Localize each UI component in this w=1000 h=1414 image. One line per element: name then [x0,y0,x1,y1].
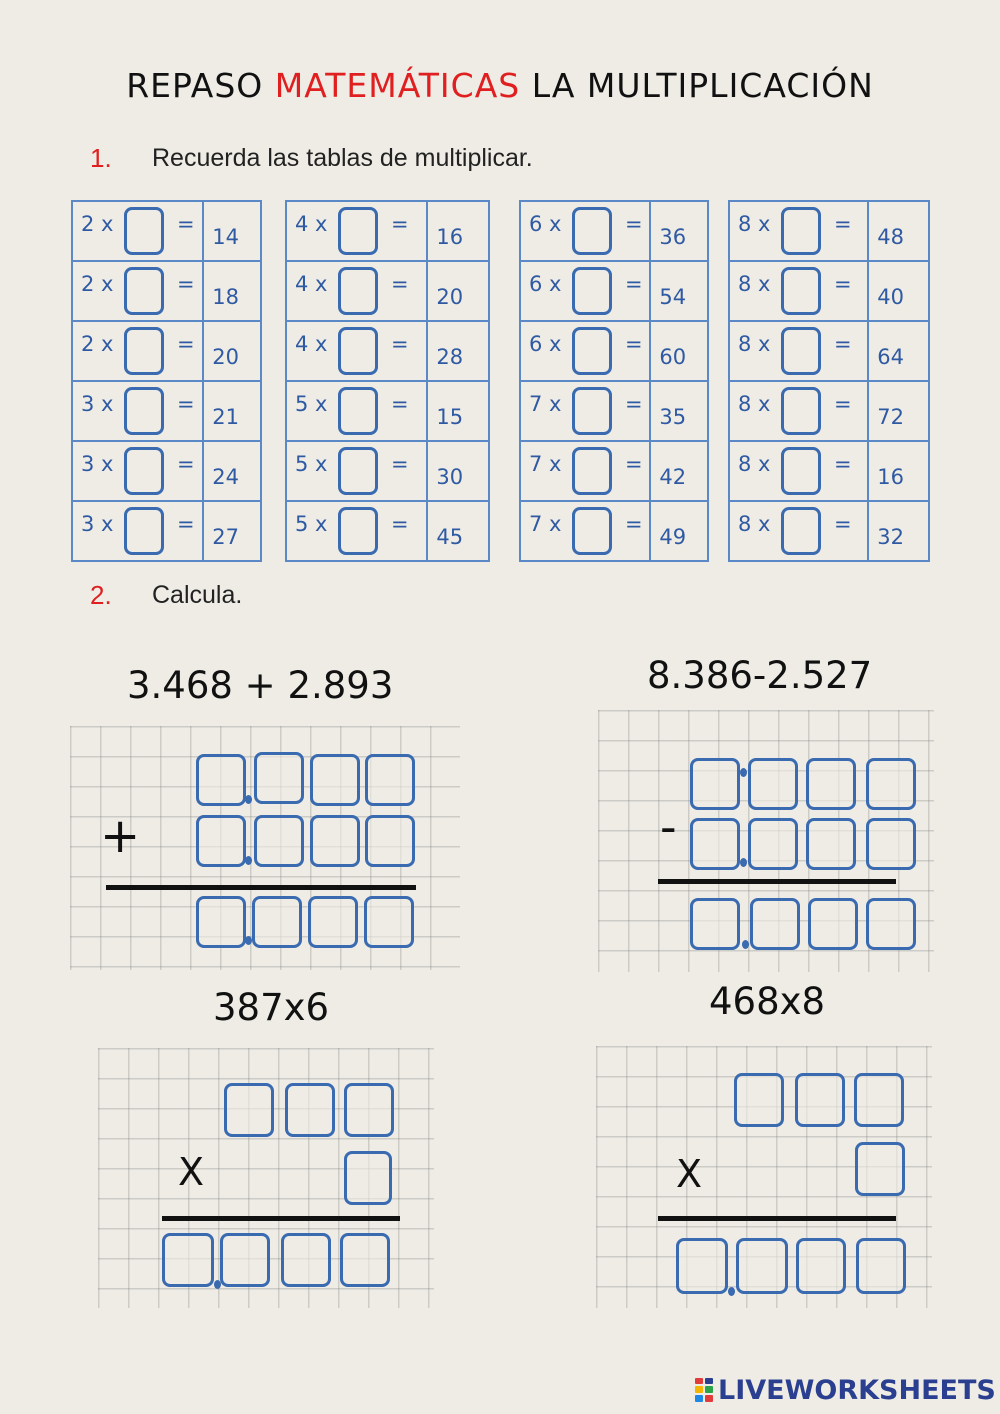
subtraction-line [658,879,896,884]
answer-input-box[interactable] [781,447,821,495]
factor-cell [72,261,203,321]
known-factor: 2 x [81,212,114,236]
factor-cell [72,501,203,561]
addition-line [106,885,416,890]
decimal-dot [245,795,252,804]
product-cell [427,441,489,501]
decimal-dot [214,1280,221,1289]
answer-input-box[interactable] [781,387,821,435]
known-factor: 7 x [529,512,562,536]
subtraction-digit-box[interactable] [806,758,856,810]
equals-sign: = [391,272,409,296]
answer-input-box[interactable] [338,267,378,315]
product-value: 14 [212,225,239,249]
factor-cell [729,261,868,321]
product-cell [650,501,708,561]
product-value: 20 [212,345,239,369]
decimal-dot [740,858,747,867]
answer-input-box[interactable] [338,507,378,555]
product-cell [650,201,708,261]
product-value: 72 [877,405,904,429]
title-part-3: LA MULTIPLICACIÓN [531,66,874,105]
addition-digit-box[interactable] [310,754,360,806]
equals-sign: = [625,332,643,356]
mult1-expression: 387x6 [213,986,330,1029]
known-factor: 8 x [738,452,771,476]
equals-sign: = [625,392,643,416]
factor-cell [72,321,203,381]
answer-input-box[interactable] [781,327,821,375]
known-factor: 8 x [738,332,771,356]
known-factor: 2 x [81,272,114,296]
equals-sign: = [625,452,643,476]
mult2-expression: 468x8 [709,980,826,1023]
title-part-2: MATEMÁTICAS [274,66,521,105]
mult1-multiplier-box[interactable] [344,1151,392,1205]
factor-cell [286,201,427,261]
product-value: 35 [659,405,687,429]
known-factor: 8 x [738,392,771,416]
logo-icon [694,1377,714,1403]
mult2-line [658,1216,896,1221]
mult1-result-box[interactable] [220,1233,270,1287]
answer-input-box[interactable] [124,207,164,255]
section-2-text: Calcula. [152,581,243,609]
factor-cell [286,501,427,561]
table-row [729,501,929,561]
equals-sign: = [391,452,409,476]
mult1-digit-box[interactable] [285,1083,335,1137]
minus-sign: - [660,800,677,854]
subtraction-result-box[interactable] [866,898,916,950]
product-cell [203,381,261,441]
factor-cell [520,381,650,441]
answer-input-box[interactable] [338,207,378,255]
equals-sign: = [834,512,852,536]
factor-cell [520,201,650,261]
table-row [286,261,489,321]
factor-cell [286,381,427,441]
addition-digit-box[interactable] [310,815,360,867]
product-cell [203,201,261,261]
decimal-dot [728,1287,735,1296]
product-cell [427,321,489,381]
decimal-dot [740,768,747,777]
table-row [72,441,261,501]
answer-input-box[interactable] [338,387,378,435]
equals-sign: = [391,392,409,416]
addition-result-box[interactable] [364,896,414,948]
addition-digit-box[interactable] [365,815,415,867]
product-value: 32 [877,525,904,549]
equals-sign: = [834,452,852,476]
mult1-result-box[interactable] [162,1233,214,1287]
table-row [286,381,489,441]
known-factor: 8 x [738,212,771,236]
product-cell [868,501,929,561]
table-row [520,501,708,561]
factor-cell [729,201,868,261]
known-factor: 5 x [295,392,328,416]
equals-sign: = [177,272,195,296]
addition-digit-box[interactable] [196,815,246,867]
equals-sign: = [391,212,409,236]
product-value: 30 [436,465,464,489]
factor-cell [72,201,203,261]
addition-result-box[interactable] [308,896,358,948]
subtraction-result-box[interactable] [690,898,740,950]
table-row [72,321,261,381]
product-value: 45 [436,525,464,549]
subtraction-result-box[interactable] [808,898,858,950]
product-value: 16 [436,225,464,249]
factor-cell [286,261,427,321]
known-factor: 5 x [295,452,328,476]
table-row [729,201,929,261]
product-cell [868,441,929,501]
answer-input-box[interactable] [124,327,164,375]
factor-cell [729,321,868,381]
table-row [286,201,489,261]
equals-sign: = [625,212,643,236]
factor-cell [520,441,650,501]
mult2-digit-box[interactable] [795,1073,845,1127]
factor-cell [729,501,868,561]
table-row [520,261,708,321]
known-factor: 7 x [529,392,562,416]
product-cell [427,501,489,561]
equals-sign: = [834,272,852,296]
subtraction-digit-box[interactable] [866,818,916,870]
table-row [729,441,929,501]
factor-cell [286,441,427,501]
equals-sign: = [391,332,409,356]
table-row [729,321,929,381]
table-row [520,321,708,381]
multiplication-table-1 [71,200,262,562]
product-value: 15 [436,405,464,429]
addition-digit-box[interactable] [254,752,304,804]
product-value: 36 [659,225,687,249]
liveworksheets-logo [694,1370,996,1410]
product-value: 28 [436,345,464,369]
product-value: 24 [212,465,239,489]
subtraction-expression: 8.386-2.527 [647,654,873,697]
mult1-digit-box[interactable] [224,1083,274,1137]
product-value: 60 [659,345,687,369]
equals-sign: = [834,332,852,356]
subtraction-digit-box[interactable] [690,758,740,810]
table-row [729,381,929,441]
mult1-line [162,1216,400,1221]
subtraction-digit-box[interactable] [806,818,856,870]
mult1-result-box[interactable] [340,1233,390,1287]
mult2-result-box[interactable] [796,1238,846,1294]
addition-expression: 3.468 + 2.893 [127,664,394,707]
known-factor: 3 x [81,452,114,476]
answer-input-box[interactable] [781,207,821,255]
addition-digit-box[interactable] [196,754,246,806]
product-cell [427,261,489,321]
addition-result-box[interactable] [196,896,246,948]
product-cell [427,381,489,441]
product-value: 54 [659,285,687,309]
table-row [286,501,489,561]
known-factor: 8 x [738,512,771,536]
table-row [520,381,708,441]
factor-cell [520,261,650,321]
equals-sign: = [177,512,195,536]
subtraction-result-box[interactable] [750,898,800,950]
product-cell [650,261,708,321]
answer-input-box[interactable] [124,447,164,495]
product-cell [427,201,489,261]
product-cell [203,261,261,321]
mult2-result-box[interactable] [676,1238,728,1294]
known-factor: 6 x [529,332,562,356]
factor-cell [286,321,427,381]
equals-sign: = [834,212,852,236]
product-cell [203,441,261,501]
table-row [286,321,489,381]
addition-digit-box[interactable] [365,754,415,806]
factor-cell [729,441,868,501]
product-value: 20 [436,285,464,309]
product-cell [868,201,929,261]
equals-sign: = [177,452,195,476]
equals-sign: = [177,212,195,236]
known-factor: 4 x [295,332,328,356]
answer-input-box[interactable] [124,267,164,315]
answer-input-box[interactable] [124,507,164,555]
product-cell [650,441,708,501]
product-cell [650,381,708,441]
known-factor: 8 x [738,272,771,296]
table-row [520,201,708,261]
mult2-digit-box[interactable] [734,1073,784,1127]
equals-sign: = [834,392,852,416]
multiplication-table-2 [285,200,490,562]
section-1-text: Recuerda las tablas de multiplicar. [152,144,533,172]
subtraction-digit-box[interactable] [748,758,798,810]
known-factor: 3 x [81,512,114,536]
times-sign: X [178,1150,205,1194]
answer-input-box[interactable] [572,447,612,495]
multiplication-table-4 [728,200,930,562]
page-title [0,66,1000,105]
times-sign: X [676,1152,703,1196]
decimal-dot [245,936,252,945]
subtraction-digit-box[interactable] [866,758,916,810]
factor-cell [72,381,203,441]
table-row [72,381,261,441]
answer-input-box[interactable] [572,267,612,315]
answer-input-box[interactable] [572,387,612,435]
answer-input-box[interactable] [572,327,612,375]
decimal-dot [742,940,749,949]
product-value: 21 [212,405,239,429]
section-2-number: 2. [90,580,112,610]
answer-input-box[interactable] [338,327,378,375]
product-value: 49 [659,525,687,549]
addition-result-box[interactable] [252,896,302,948]
answer-input-box[interactable] [124,387,164,435]
known-factor: 6 x [529,212,562,236]
table-row [729,261,929,321]
known-factor: 6 x [529,272,562,296]
plus-sign: + [100,808,141,864]
equals-sign: = [625,272,643,296]
product-value: 16 [877,465,904,489]
product-value: 64 [877,345,904,369]
known-factor: 4 x [295,272,328,296]
factor-cell [520,321,650,381]
mult1-result-box[interactable] [281,1233,331,1287]
known-factor: 2 x [81,332,114,356]
product-cell [868,261,929,321]
subtraction-digit-box[interactable] [690,818,740,870]
mult2-result-box[interactable] [736,1238,788,1294]
multiplication-table-3 [519,200,709,562]
mult1-digit-box[interactable] [344,1083,394,1137]
answer-input-box[interactable] [572,207,612,255]
product-value: 48 [877,225,904,249]
known-factor: 5 x [295,512,328,536]
addition-digit-box[interactable] [254,815,304,867]
table-row [286,441,489,501]
product-cell [650,321,708,381]
factor-cell [729,381,868,441]
decimal-dot [245,856,252,865]
table-row [72,201,261,261]
product-cell [868,381,929,441]
known-factor: 7 x [529,452,562,476]
equals-sign: = [391,512,409,536]
answer-input-box[interactable] [781,267,821,315]
table-row [520,441,708,501]
product-value: 42 [659,465,687,489]
answer-input-box[interactable] [338,447,378,495]
product-cell [203,501,261,561]
answer-input-box[interactable] [781,507,821,555]
table-row [72,501,261,561]
logo-text: LIVEWORKSHEETS [718,1374,996,1406]
product-value: 27 [212,525,239,549]
answer-input-box[interactable] [572,507,612,555]
product-value: 18 [212,285,239,309]
known-factor: 3 x [81,392,114,416]
equals-sign: = [177,332,195,356]
product-cell [203,321,261,381]
subtraction-digit-box[interactable] [748,818,798,870]
factor-cell [72,441,203,501]
equals-sign: = [625,512,643,536]
known-factor: 4 x [295,212,328,236]
equals-sign: = [177,392,195,416]
mult2-digit-box[interactable] [854,1073,904,1127]
table-row [72,261,261,321]
product-cell [868,321,929,381]
mult2-result-box[interactable] [856,1238,906,1294]
section-1-number: 1. [90,143,112,173]
product-value: 40 [877,285,904,309]
factor-cell [520,501,650,561]
mult2-multiplier-box[interactable] [855,1142,905,1196]
title-part-1: REPASO [126,66,264,105]
